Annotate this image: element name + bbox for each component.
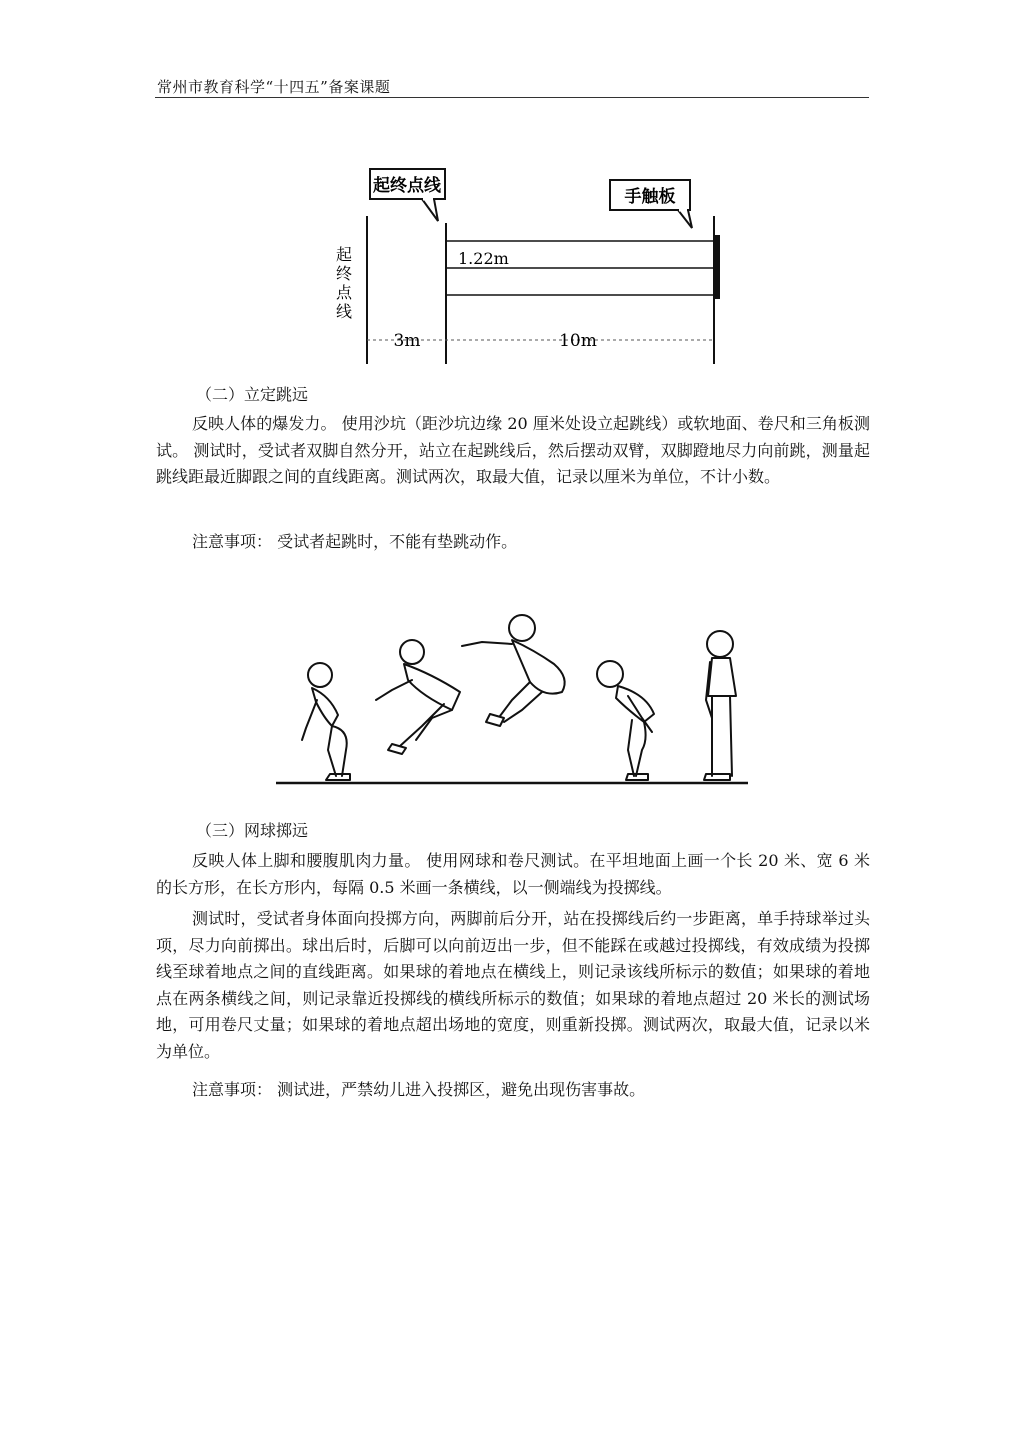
section-heading-standing-jump: （二）立定跳远 bbox=[196, 385, 309, 404]
vertical-start-label bbox=[336, 245, 353, 321]
shuttle-run-diagram bbox=[330, 168, 730, 368]
touch-board bbox=[714, 235, 720, 299]
section-heading-tennis-throw: （三）网球掷远 bbox=[196, 821, 309, 840]
page-header: 常州市教育科学“十四五”备案课题 bbox=[157, 78, 391, 96]
svg-text:点: 点 bbox=[335, 283, 353, 302]
distance-long-label: 10m bbox=[559, 331, 597, 351]
tennis-throw-note: 注意事项： 测试进，严禁幼儿进入投掷区，避免出现伤害事故。 bbox=[192, 1080, 646, 1099]
svg-text:起: 起 bbox=[335, 245, 353, 264]
jumper-landing bbox=[597, 661, 654, 780]
lane-width-label: 1.22m bbox=[458, 249, 509, 268]
tennis-throw-paragraph-2: 测试时，受试者身体面向投掷方向，两脚前后分开，站在投掷线后约一步距离，单手持球举过头项，尽力向前掷出。球出后时，后脚可以向前迈出一步，但不能踩在或越过投掷线，有效成绩为投掷线至球着地点之间的直线距离。如果球的着地点在横线上，则记录该线所标示的数值；如果球的着地点在两条横线之间，则记录靠近投掷线的横线所标示的数值；如果球的着地点超过 20 米长的测试场地，可用卷尺丈量；如果球的着地点超出场地的宽度，则重新投掷。测试两次，取最大值，记录以米为单位。 bbox=[156, 909, 870, 1061]
distance-short-label: 3m bbox=[393, 331, 421, 351]
touch-board-callout bbox=[610, 180, 692, 228]
standing-jump-illustration bbox=[272, 600, 752, 790]
jumper-takeoff bbox=[376, 640, 460, 754]
standing-jump-note: 注意事项： 受试者起跳时，不能有垫跳动作。 bbox=[192, 532, 518, 551]
touch-board-label: 手触板 bbox=[624, 187, 676, 207]
standing-jump-paragraph: 反映人体的爆发力。 使用沙坑（距沙坑边缘 20 厘米处设立起跳线）或软地面、卷尺和三角板测试。 测试时，受试者双脚自然分开，站立在起跳线后，然后摆动双臂，双脚蹬地尽力向前跳，测量起跳线距最近脚跟之间的直线距离。测试两次，取最大值，记录以厘米为单位，不计小数。 bbox=[156, 414, 870, 487]
jumper-crouch bbox=[302, 663, 350, 780]
start-line-callout bbox=[370, 169, 445, 221]
jumper-flight bbox=[462, 615, 565, 726]
svg-text:线: 线 bbox=[335, 302, 353, 321]
tennis-throw-paragraph-1: 反映人体上脚和腰腹肌肉力量。 使用网球和卷尺测试。在平坦地面上画一个长 20 米、宽 6 米的长方形，在长方形内，每隔 0.5 米画一条横线，以一侧端线为投掷线。 bbox=[156, 851, 870, 897]
start-line-label: 起终点线 bbox=[373, 176, 441, 196]
svg-text:终: 终 bbox=[335, 264, 353, 283]
jumper-standing bbox=[704, 631, 736, 780]
header-divider bbox=[155, 97, 869, 98]
